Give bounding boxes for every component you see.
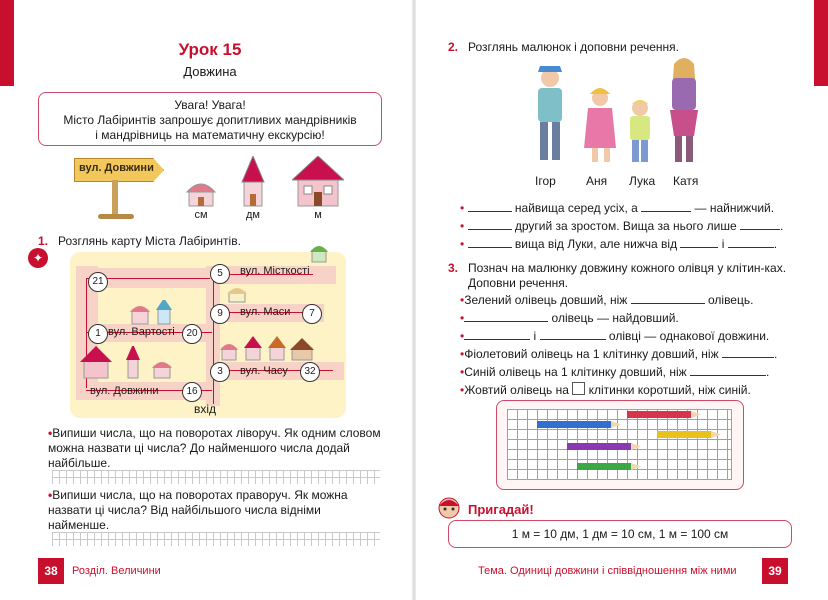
sentence-text: і [721, 237, 725, 251]
bullet-dot: • [48, 426, 53, 440]
lesson-subtitle: Довжина [183, 64, 237, 79]
page-number-right: 39 [762, 558, 788, 584]
task-3-line-6 [460, 382, 794, 399]
footer-section: Розділ. Величини [72, 565, 161, 577]
street-label-vartosti: вул. Вартості [108, 326, 175, 338]
lesson-title: Урок 15 [178, 40, 242, 59]
sentence-text: Фіолетовий олівець на 1 клітинку довший, ніж [464, 347, 719, 361]
bullet-dot: • [460, 201, 465, 215]
bullet-dot: • [460, 365, 465, 379]
answer-blank[interactable] [540, 329, 606, 340]
bullet-question-2 [48, 488, 382, 533]
green-pencil-icon [577, 463, 641, 470]
sentence-text: — найнижчий. [694, 201, 775, 215]
map-houses-icon [220, 336, 316, 362]
bullet-dot: • [460, 383, 465, 397]
sentence-text: . [779, 219, 784, 233]
sentence-text: . [773, 237, 778, 251]
street-label-chasu: вул. Часу [240, 365, 288, 377]
task-3-line-5 [460, 364, 794, 381]
answer-grid-1[interactable] [52, 470, 380, 484]
bullet-dot: • [460, 311, 465, 325]
labyrinth-map [70, 252, 346, 418]
bullet-dot: • [460, 293, 465, 307]
kid-name-katya: Катя [673, 174, 699, 188]
map-house-icon [308, 238, 330, 264]
large-house-icon [292, 156, 344, 208]
footer-topic: Тема. Одиниці довжини і співвідношення між ними [478, 565, 737, 577]
bullet-question-1 [48, 426, 382, 471]
map-houses-icon [130, 300, 178, 326]
page-number-left: 38 [38, 558, 64, 584]
sign-pole [112, 180, 118, 216]
sentence-text: Зелений олівець довший, ніж [464, 293, 628, 307]
notice-line-3: і мандрівниць на математичну екскурсію! [95, 128, 325, 142]
answer-blank[interactable] [464, 311, 548, 322]
remember-title: Пригадай! [468, 502, 534, 517]
bullet-dot: • [460, 237, 465, 251]
bullet-dot: • [460, 219, 465, 233]
answer-blank[interactable] [641, 201, 691, 212]
bullet-2-text: Випиши числа, що на поворотах праворуч. Як можна назвати ці числа? Від найбільшого числа відніми найменше. [48, 488, 348, 532]
yellow-pencil-icon [657, 431, 721, 438]
small-house-icon [183, 176, 219, 210]
answer-blank[interactable] [690, 365, 766, 376]
bullet-1-text: Випиши числа, що на поворотах ліворуч. Як одним словом можна назвати ці числа? До найменшого числа додай найбільше. [48, 426, 381, 470]
kid-name-ihor: Ігор [535, 174, 556, 188]
remember-box: 1 м = 10 дм, 1 дм = 10 см, 1 м = 100 см [448, 520, 792, 548]
task-2-sentence-2 [460, 218, 794, 235]
answer-blank[interactable] [464, 329, 530, 340]
task-2-number: 2. [448, 40, 459, 54]
task-3-line-4 [460, 346, 794, 363]
red-pencil-icon [627, 411, 701, 418]
left-edge-tab [0, 0, 14, 86]
bullet-dot: • [460, 347, 465, 361]
sentence-text: олівець. [707, 293, 754, 307]
kid-name-anya: Аня [586, 174, 608, 188]
bullet-dot: • [48, 488, 53, 502]
map-houses-icon [80, 346, 176, 380]
sentence-text: . [773, 347, 778, 361]
blue-pencil-icon [537, 421, 621, 428]
children-illustration [524, 56, 720, 172]
task-2-sentence-3 [460, 236, 794, 253]
pencil-grid[interactable] [507, 409, 732, 480]
street-signpost [74, 158, 174, 222]
answer-cell[interactable] [572, 382, 585, 395]
notice-box [38, 92, 382, 146]
unit-label-cm: см [194, 209, 208, 221]
notice-line-2: Місто Лабіринтів запрошує допитливих мандрівників [63, 113, 357, 127]
sentence-text: олівці — однакової довжини. [608, 329, 770, 343]
medium-house-icon [238, 156, 268, 208]
pencil-grid-box [496, 400, 744, 490]
sentence-text: . [766, 365, 770, 379]
right-edge-tab [814, 0, 828, 86]
unit-label-m: м [314, 209, 322, 221]
sentence-text: Жовтий олівець на [464, 383, 569, 397]
lightbulb-icon: ✦ [28, 248, 48, 268]
map-number-1: 1 [88, 324, 108, 344]
sentence-text: Синій олівець на 1 клітинку довший, ніж [464, 365, 687, 379]
answer-blank[interactable] [468, 237, 512, 248]
bullet-dot: • [460, 329, 465, 343]
answer-grid-2[interactable] [52, 532, 380, 546]
map-number-9: 9 [210, 304, 230, 324]
route-line [213, 274, 214, 404]
map-number-5: 5 [210, 264, 230, 284]
sentence-text: найвища серед усіх, а [514, 201, 638, 215]
sentence-text: і [533, 329, 537, 343]
answer-blank[interactable] [728, 237, 774, 248]
answer-blank[interactable] [740, 219, 780, 230]
map-number-20: 20 [182, 324, 202, 344]
task-2-sentence-1 [460, 200, 794, 217]
task-3-number: 3. [448, 261, 459, 275]
map-number-3: 3 [210, 362, 230, 382]
map-number-16: 16 [182, 382, 202, 402]
sentence-text: другий за зростом. Вища за нього лише [514, 219, 737, 233]
answer-blank[interactable] [722, 347, 774, 358]
page-gutter [412, 0, 416, 600]
answer-blank[interactable] [468, 219, 512, 230]
answer-blank[interactable] [680, 237, 718, 248]
task-3-line-1 [460, 292, 794, 309]
signpost-label: вул. Довжини [79, 162, 154, 174]
sentence-text: клітинки коротший, ніж синій. [588, 383, 751, 397]
map-house-icon [226, 282, 248, 304]
task-3-line-2 [460, 310, 794, 327]
kid-name-luka: Лука [629, 174, 656, 188]
sentence-text: олівець — найдовший. [551, 311, 679, 325]
girl-face-icon [434, 496, 464, 520]
task-1-number: 1. [38, 234, 49, 248]
map-number-7: 7 [302, 304, 322, 324]
unit-label-dm: дм [246, 209, 260, 221]
map-number-21: 21 [88, 272, 108, 292]
street-label-masy: вул. Маси [240, 306, 291, 318]
map-number-32: 32 [300, 362, 320, 382]
task-3-line-3 [460, 328, 794, 345]
street-label-dovzhyny: вул. Довжини [90, 385, 159, 397]
street-label-mistkosti: вул. Місткості [240, 265, 310, 277]
notice-line-1: Увага! Увага! [174, 98, 246, 112]
task-1-text: Розглянь карту Міста Лабіринтів. [58, 234, 241, 248]
answer-blank[interactable] [468, 201, 512, 212]
answer-blank[interactable] [631, 293, 705, 304]
task-3-text: Познач на малюнку довжину кожного олівця у клітин-ках. Доповни речення. [468, 261, 787, 290]
sign-base [98, 214, 134, 219]
purple-pencil-icon [567, 443, 641, 450]
task-2-text: Розглянь малюнок і доповни речення. [468, 40, 680, 54]
entry-label: вхід [194, 402, 217, 416]
sentence-text: вища від Луки, але нижча від [514, 237, 678, 251]
